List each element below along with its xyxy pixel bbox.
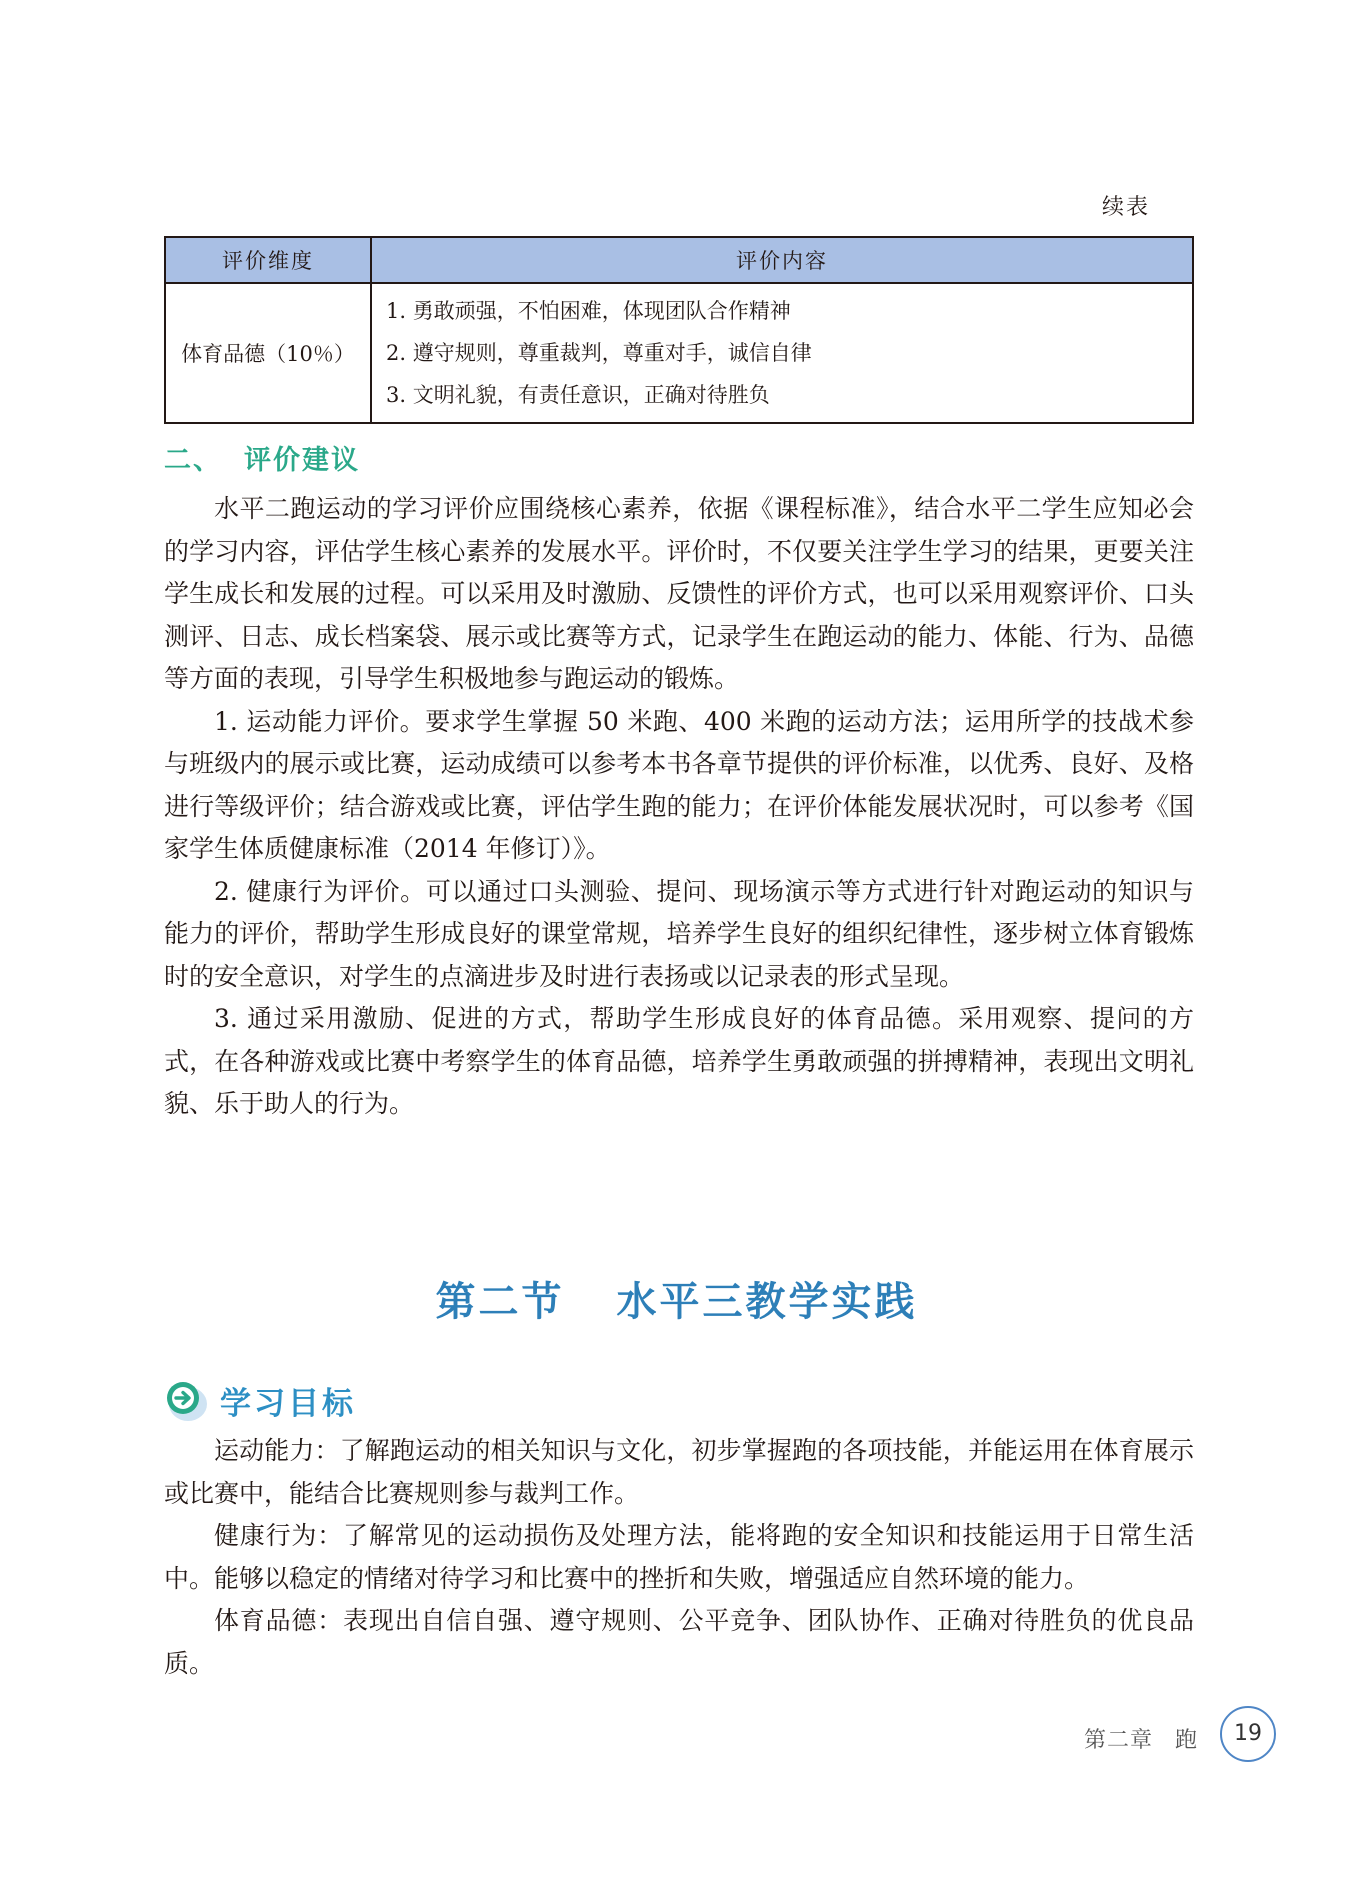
paragraph: 2. 健康行为评价。可以通过口头测验、提问、现场演示等方式进行针对跑运动的知识与能力的评价，帮助学生形成良好的课堂常规，培养学生良好的组织纪律性，逐步树立体育锻炼时的安全意识，对学生的点滴进步及时进行表扬或以记录表的形式呈现。	[164, 876, 1194, 991]
evaluation-advice-text	[164, 488, 1194, 1126]
table-cell-dimension: 体育品德（10％）	[165, 283, 371, 423]
section-title: 评价建议	[244, 445, 360, 476]
section-heading	[164, 438, 360, 477]
chapter-section-title	[0, 1270, 1353, 1327]
paragraph: 体育品德：表现出自信自强、遵守规则、公平竞争、团队协作、正确对待胜负的优良品质。	[164, 1606, 1194, 1678]
paragraph: 水平二跑运动的学习评价应围绕核心素养，依据《课程标准》，结合水平二学生应知必会的学习内容，评估学生核心素养的发展水平。评价时，不仅要关注学生学习的结果，更要关注学生成长和发展的过程。可以采用及时激励、反馈性的评价方式，也可以采用观察评价、口头测评、日志、成长档案袋、展示或比赛等方式，记录学生在跑运动的能力、体能、行为、品德等方面的表现，引导学生积极地参与跑运动的锻炼。	[164, 494, 1194, 693]
continued-label: 续表	[1102, 195, 1151, 220]
running-footer	[1084, 1723, 1198, 1754]
paragraph: 3. 通过采用激励、促进的方式，帮助学生形成良好的体育品德。采用观察、提问的方式，在各种游戏或比赛中考察学生的体育品德，培养学生勇敢顽强的拼搏精神，表现出文明礼貌、乐于助人的行为。	[164, 1004, 1194, 1118]
table-cell-content	[371, 283, 1193, 423]
table-row	[165, 283, 1193, 423]
arrow-right-circle-icon	[164, 1377, 208, 1423]
evaluation-table	[164, 236, 1194, 424]
content-item: 3. 文明礼貌，有责任意识，正确对待胜负	[386, 383, 770, 407]
learning-goals-heading	[164, 1375, 356, 1425]
learning-goals-title: 学习目标	[220, 1385, 356, 1422]
footer-title: 跑	[1175, 1728, 1199, 1753]
paragraph: 运动能力：了解跑运动的相关知识与文化，初步掌握跑的各项技能，并能运用在体育展示或比赛中，能结合比赛规则参与裁判工作。	[164, 1436, 1194, 1508]
chapter-section-number: 第二节	[435, 1278, 565, 1325]
section-number: 二、	[164, 445, 222, 476]
page-number: 19	[1220, 1706, 1276, 1762]
paragraph: 健康行为：了解常见的运动损伤及处理方法，能将跑的安全知识和技能运用于日常生活中。能够以稳定的情绪对待学习和比赛中的挫折和失败，增强适应自然环境的能力。	[164, 1521, 1194, 1593]
content-item: 1. 勇敢顽强，不怕困难，体现团队合作精神	[386, 299, 791, 323]
table-header-row	[165, 237, 1193, 283]
table-header-content: 评价内容	[371, 237, 1193, 283]
chapter-section-name: 水平三教学实践	[616, 1278, 918, 1325]
learning-goals-text	[164, 1430, 1194, 1685]
footer-chapter: 第二章	[1084, 1728, 1154, 1753]
paragraph: 1. 运动能力评价。要求学生掌握 50 米跑、400 米跑的运动方法；运用所学的技战术参与班级内的展示或比赛，运动成绩可以参考本书各章节提供的评价标准，以优秀、良好、及格进行等级评价；结合游戏或比赛，评估学生跑的能力；在评价体能发展状况时，可以参考《国家学生体质健康标准（2014 年修订）》。	[164, 706, 1194, 863]
table-header-dimension: 评价维度	[165, 237, 371, 283]
content-item: 2. 遵守规则，尊重裁判，尊重对手，诚信自律	[386, 341, 812, 365]
